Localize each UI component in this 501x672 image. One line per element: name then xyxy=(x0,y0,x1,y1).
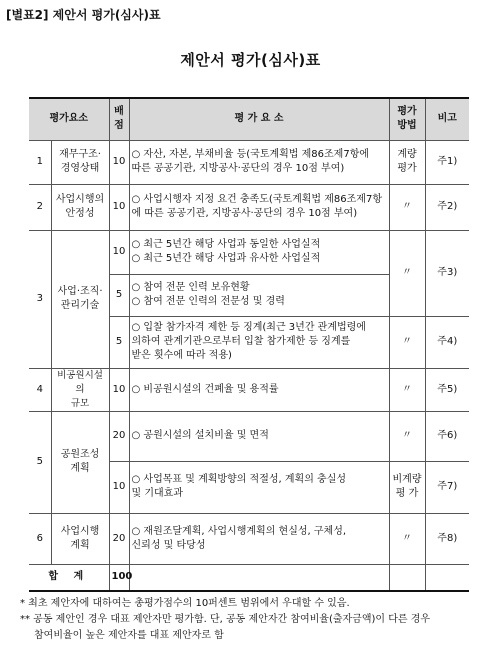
score-cell: 20 xyxy=(109,513,129,564)
evaluation-items: ○ 사업시행자 지정 요건 충족도(국토계획법 제86조제7항 에 따른 공공기관, 지방공사·공단의 경우 10점 부여) xyxy=(129,184,389,230)
evaluation-method: 〃 xyxy=(389,184,425,230)
remark-cell: 주5) xyxy=(425,368,469,411)
header-method: 평가 방법 xyxy=(389,98,425,140)
evaluation-method: 〃 xyxy=(389,368,425,411)
score-cell: 10 xyxy=(109,184,129,230)
evaluation-method: 계량 평가 xyxy=(389,140,425,184)
evaluation-method: 비계량 평 가 xyxy=(389,461,425,513)
remark-cell: 주6) xyxy=(425,411,469,461)
evaluation-factor: 사업시행의 안정성 xyxy=(51,184,109,230)
evaluation-items: ○ 최근 5년간 해당 사업과 동일한 사업실적 ○ 최근 5년간 해당 사업과 유사한 사업실적 xyxy=(129,230,389,274)
table-header-row xyxy=(29,98,469,140)
evaluation-method: 〃 xyxy=(389,513,425,564)
remark-cell: 주1) xyxy=(425,140,469,184)
evaluation-items: ○ 참여 전문 인력 보유현황 ○ 참여 전문 인력의 전문성 및 경력 xyxy=(129,274,389,316)
total-empty-cell xyxy=(129,564,389,591)
footnotes xyxy=(20,596,486,644)
evaluation-factor: 비공원시설의 규모 xyxy=(51,368,109,411)
row-number: 6 xyxy=(29,513,51,564)
evaluation-method: 〃 xyxy=(389,230,425,316)
row-number: 5 xyxy=(29,411,51,513)
page-title: 제안서 평가(심사)표 xyxy=(180,51,321,69)
total-empty-cell xyxy=(389,564,425,591)
score-cell: 5 xyxy=(109,274,129,316)
evaluation-items: ○ 비공원시설의 건폐율 및 용적률 xyxy=(129,368,389,411)
total-empty-cell xyxy=(425,564,469,591)
table-row xyxy=(29,184,469,230)
evaluation-items: ○ 공원시설의 설치비율 및 면적 xyxy=(129,411,389,461)
evaluation-factor: 공원조성 계획 xyxy=(51,411,109,513)
evaluation-method: 〃 xyxy=(389,316,425,368)
total-label: 합 계 xyxy=(29,564,109,591)
row-number: 1 xyxy=(29,140,51,184)
footnote: 참여비율이 높은 제안자를 대표 제안자로 함 xyxy=(34,630,224,641)
score-cell: 5 xyxy=(109,316,129,368)
footnote: ** 공동 제안인 경우 대표 제안자만 평가함. 단, 공동 제안자간 참여비율(출자금액)이 다른 경우 xyxy=(20,614,431,625)
score-cell: 10 xyxy=(109,230,129,274)
header-element: 평가요소 xyxy=(29,98,109,140)
footnote: * 최초 제안자에 대하여는 총평가점수의 10퍼센트 범위에서 우대할 수 있음. xyxy=(20,598,350,609)
evaluation-items: ○ 입찰 참가자격 제한 등 징계(최근 3년간 관계법령에 의하여 관계기관으로부터 입찰 참가제한 등 징계를 받은 횟수에 따라 적용) xyxy=(129,316,389,368)
table-row xyxy=(29,230,469,274)
row-number: 2 xyxy=(29,184,51,230)
table-row xyxy=(29,411,469,461)
table-row xyxy=(29,140,469,184)
table-row xyxy=(29,513,469,564)
row-number: 4 xyxy=(29,368,51,411)
row-number: 3 xyxy=(29,230,51,368)
evaluation-items: ○ 자산, 자본, 부채비율 등(국토계획법 제86조제7항에 따른 공공기관, 지방공사·공단의 경우 10점 부여) xyxy=(129,140,389,184)
score-cell: 10 xyxy=(109,140,129,184)
evaluation-factor: 재무구조· 경영상태 xyxy=(51,140,109,184)
score-cell: 10 xyxy=(109,368,129,411)
remark-cell: 주2) xyxy=(425,184,469,230)
score-cell: 20 xyxy=(109,411,129,461)
score-cell: 10 xyxy=(109,461,129,513)
remark-cell: 주4) xyxy=(425,316,469,368)
appendix-tag: [별표2] 제안서 평가(심사)표 xyxy=(6,8,161,22)
remark-cell: 주3) xyxy=(425,230,469,316)
evaluation-factor: 사업·조직· 관리기술 xyxy=(51,230,109,368)
table-row xyxy=(29,368,469,411)
total-score: 100 xyxy=(109,564,129,591)
remark-cell: 주7) xyxy=(425,461,469,513)
evaluation-table xyxy=(29,97,469,592)
evaluation-items: ○ 재원조달계획, 사업시행계획의 현실성, 구체성, 신뢰성 및 타당성 xyxy=(129,513,389,564)
remark-cell: 주8) xyxy=(425,513,469,564)
evaluation-method: 〃 xyxy=(389,411,425,461)
evaluation-factor: 사업시행 계획 xyxy=(51,513,109,564)
total-row xyxy=(29,564,469,591)
evaluation-items: ○ 사업목표 및 계획방향의 적절성, 계획의 충실성 및 기대효과 xyxy=(129,461,389,513)
header-remark: 비고 xyxy=(425,98,469,140)
header-score: 배 점 xyxy=(109,98,129,140)
header-element-detail: 평 가 요 소 xyxy=(129,98,389,140)
